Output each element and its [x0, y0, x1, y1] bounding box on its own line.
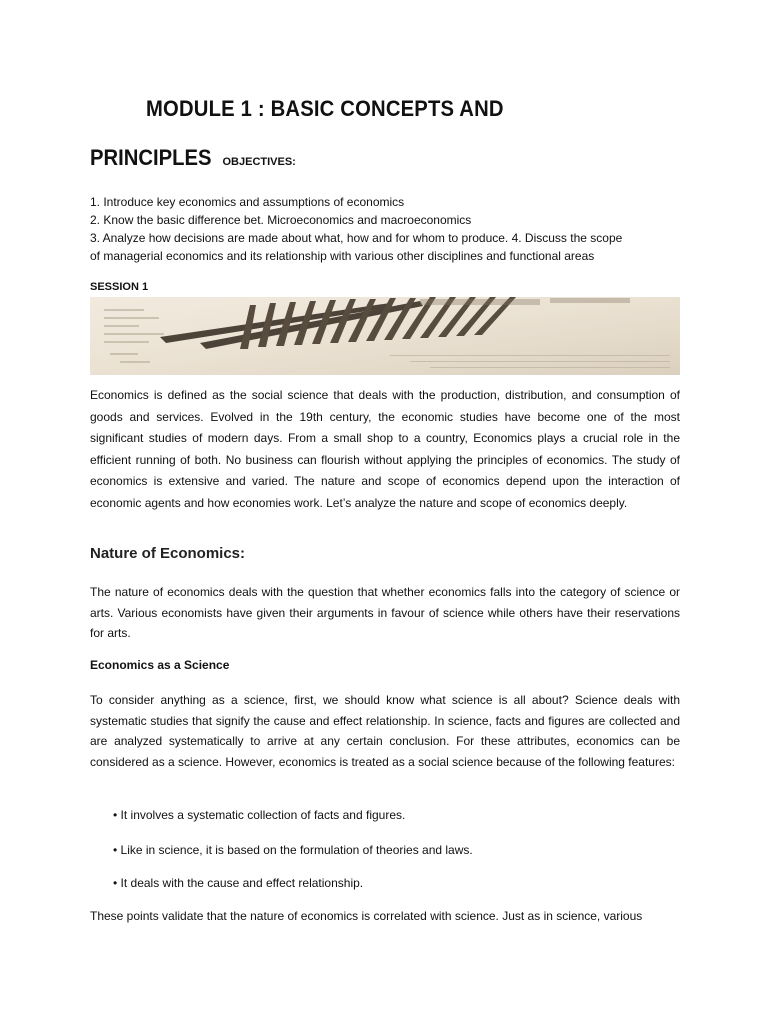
session-label: SESSION 1: [90, 281, 149, 293]
photo-illustration: [90, 297, 680, 375]
intro-paragraph: Economics is defined as the social science that deals with the production, distribution, and consumption of goods and services. Evolved in the 19th century, the economic studies have become one of the most significant studies of modern days. From a small shop to a country, Economics plays a crucial role in the efficient running of both. No business can flourish without applying the principles of economics. The study of economics is extensive and varied. The nature and scope of economics depend upon the interaction of economic agents and how economies work. Let’s analyze the nature and scope of economics deeply.: [90, 388, 680, 510]
bar-chart-photo: [90, 297, 680, 375]
objectives-label: OBJECTIVES:: [222, 156, 296, 168]
bullet-item: • Like in science, it is based on the formulation of theories and laws.: [113, 843, 473, 857]
module-title: MODULE 1 : BASIC CONCEPTS AND: [146, 96, 504, 121]
bullet-item: • It deals with the cause and effect relationship.: [113, 876, 364, 890]
objectives-list: [90, 193, 690, 265]
objective-item: of managerial economics and its relationship with various other disciplines and functional areas: [90, 249, 595, 263]
objective-item: 3. Analyze how decisions are made about what, how and for whom to produce. 4. Discuss the scope: [90, 231, 623, 245]
objective-item: 1. Introduce key economics and assumptions of economics: [90, 195, 405, 209]
closing-line: These points validate that the nature of economics is correlated with science. Just as in science, various: [90, 909, 643, 923]
bullet-item: • It involves a systematic collection of facts and figures.: [113, 808, 406, 822]
module-title-continued: [90, 145, 296, 171]
science-paragraph: To consider anything as a science, first, we should know what science is all about? Science deals with systematic studies that signify the cause and effect relationship. In science, facts and figures are collected and are analyzed systematically to arrive at any certain conclusion. For these attributes, economics can be considered as a science. However, economics is treated as a social science because of the following features:: [90, 693, 680, 769]
objective-item: 2. Know the basic difference bet. Microeconomics and macroeconomics: [90, 213, 472, 227]
nature-paragraph: The nature of economics deals with the question that whether economics falls into the category of science or arts. Various economists have given their arguments in favour of science while others have their reservations for arts.: [90, 585, 680, 640]
science-heading: Economics as a Science: [90, 658, 230, 672]
principles-title: PRINCIPLES: [90, 145, 212, 170]
nature-heading: Nature of Economics:: [90, 545, 246, 562]
